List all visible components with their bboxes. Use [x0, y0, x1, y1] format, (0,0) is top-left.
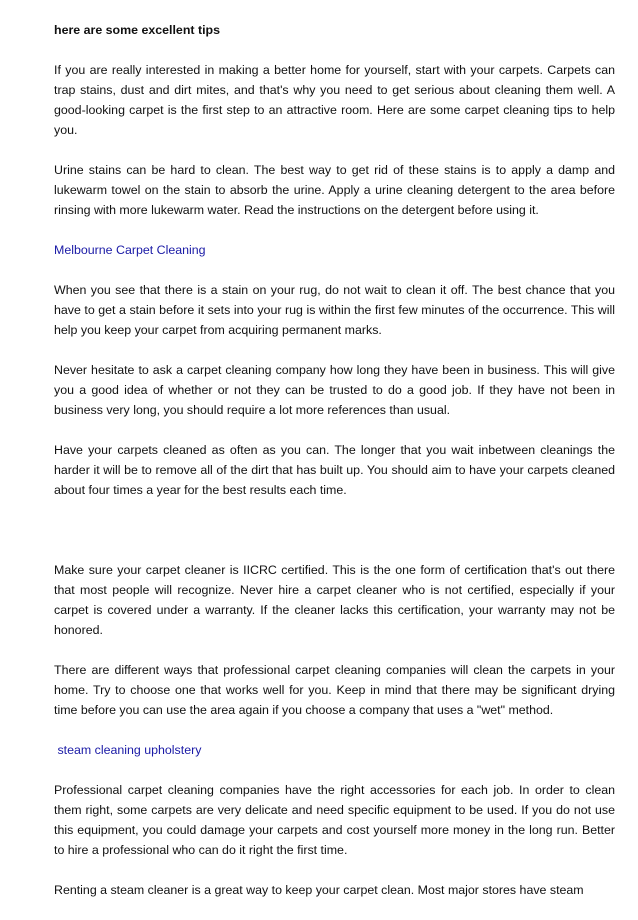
paragraph-accessories: Professional carpet cleaning companies have the right accessories for each job. In order to clean them right, some carpets are very delicate and need specific equipment to be used. If you do not use this equipment, you could damage your carpets and cost yourself more money in the long run. Better to hire a professional who can do it right the first time.: [54, 783, 615, 857]
paragraph-stain-timing: When you see that there is a stain on your rug, do not wait to clean it off. The best chance that you have to get a stain before it sets into your rug is within the first few minutes of the occurrence. This will help you keep your carpet from acquiring permanent marks.: [54, 283, 615, 337]
paragraph-iicrc: Make sure your carpet cleaner is IICRC certified. This is the one form of certification that's out there that most people will recognize. Never hire a carpet cleaner who is not certified, especially if your carpet is covered under a warranty. If the cleaner lacks this certification, your warranty may not be honored.: [54, 563, 615, 637]
paragraph-cleaning-methods: There are different ways that professional carpet cleaning companies will clean the carpets in your home. Try to choose one that works well for you. Keep in mind that there may be significant drying time before you can use the area again if you choose a company that uses a "wet" method.: [54, 663, 615, 717]
document-title: here are some excellent tips: [54, 23, 220, 37]
paragraph-cleaning-frequency: Have your carpets cleaned as often as you can. The longer that you wait inbetween cleanings the harder it will be to remove all of the dirt that has built up. You should aim to have your carpets cleaned about four times a year for the best results each time.: [54, 443, 615, 497]
steam-cleaning-upholstery-link[interactable]: steam cleaning upholstery: [57, 743, 202, 757]
link-line-1: [54, 240, 615, 260]
link-line-2: [54, 740, 615, 760]
paragraph-steam-cleaner: Renting a steam cleaner is a great way to keep your carpet clean. Most major stores have steam: [54, 883, 584, 897]
paragraph-intro: If you are really interested in making a better home for yourself, start with your carpets. Carpets can trap stains, dust and dirt mites, and that's why you need to get serious about cleaning them well. A good-looking carpet is the first step to an attractive room. Here are some carpet cleaning tips to help you.: [54, 63, 615, 137]
document-page: [54, 20, 615, 920]
paragraph-business-history: Never hesitate to ask a carpet cleaning company how long they have been in business. This will give you a good idea of whether or not they can be trusted to do a good job. If they have not been in business very long, you should require a lot more references than usual.: [54, 363, 615, 417]
blank-space: [54, 520, 615, 560]
paragraph-urine-stains: Urine stains can be hard to clean. The best way to get rid of these stains is to apply a damp and lukewarm towel on the stain to absorb the urine. Apply a urine cleaning detergent to the area before rinsing with more lukewarm water. Read the instructions on the detergent before using it.: [54, 163, 615, 217]
melbourne-carpet-cleaning-link[interactable]: Melbourne Carpet Cleaning: [54, 243, 206, 257]
